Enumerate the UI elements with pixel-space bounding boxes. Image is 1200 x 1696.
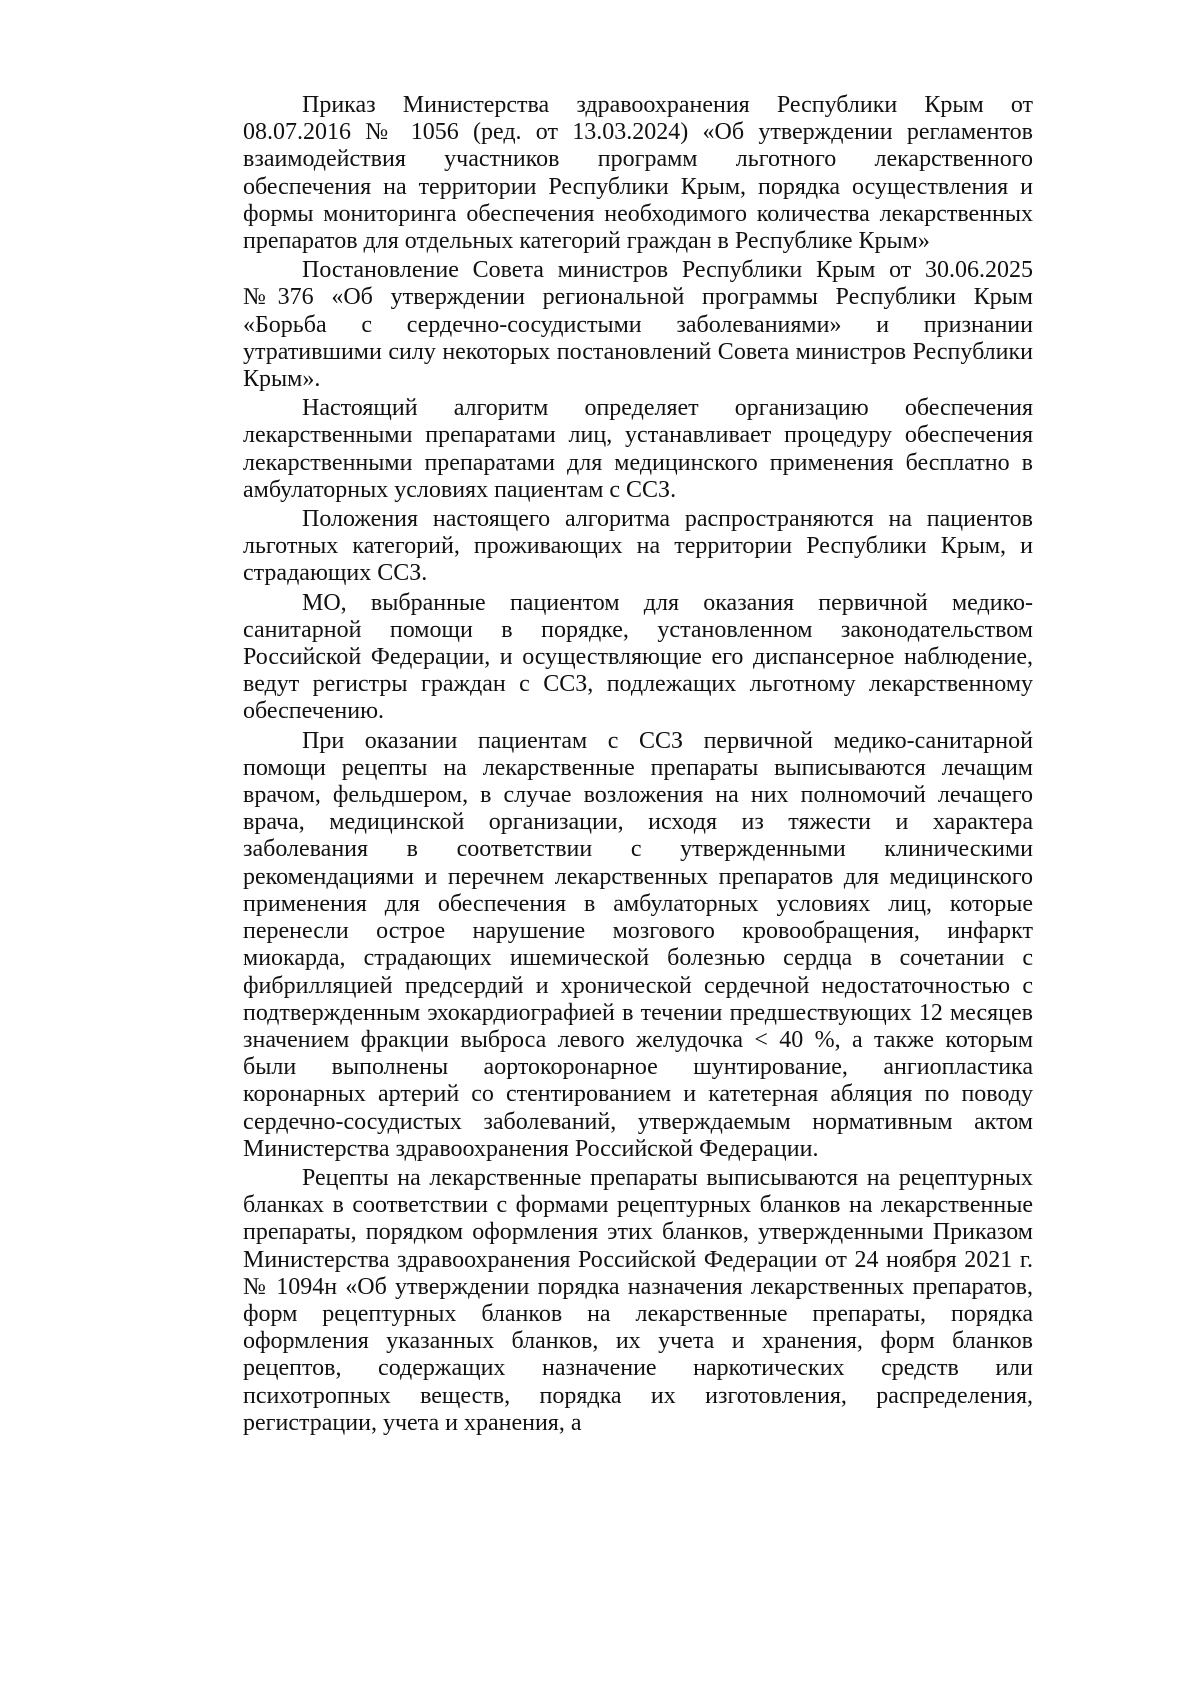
paragraph-prescriptions-issuing: При оказании пациентам с ССЗ первичной медико-санитарной помощи рецепты на лекарственные препараты выписываются лечащим врачом, фельдшером, в случае возложения на них полномочий лечащего врача, медицинской организации, исходя из тяжести и характера заболевания в соответствии с утвержденными клиническими рекомендациями и перечнем лекарственных препаратов для медицинского применения для обеспечения в амбулаторных условиях лиц, которые перенесли острое нарушение мозгового кровообращения, инфаркт миокарда, страдающих ишемической болезнью сердца в сочетании с фибрилляцией предсердий и хронической сердечной недостаточностью с подтвержденным эхокардиографией в течении предшествующих 12 месяцев значением фракции выброса левого желудочка < 40 %, а также которым были выполнены аортокоронарное шунтирование, ангиопластика коронарных артерий со стентированием и катетерная абляция по поводу сердечно-сосудистых заболеваний, утверждаемым нормативным актом Министерства здравоохранения Российской Федерации. [243,727,1033,1162]
paragraph-registries: МО, выбранные пациентом для оказания первичной медико-санитарной помощи в порядке, установленном законодательством Российской Федерации, и осуществляющие его диспансерное наблюдение, ведут регистры граждан с ССЗ, подлежащих льготному лекарственному обеспечению. [243,589,1033,725]
paragraph-order-1056: Приказ Министерства здравоохранения Республики Крым от 08.07.2016 № 1056 (ред. от 13.03.2024) «Об утверждении регламентов взаимодействия участников программ льготного лекарственного обеспечения на территории Республики Крым, порядка осуществления и формы мониторинга обеспечения необходимого количества лекарственных препаратов для отдельных категорий граждан в Республике Крым» [243,92,1033,255]
paragraph-prescription-forms: Рецепты на лекарственные препараты выписываются на рецептурных бланках в соответствии с формами рецептурных бланков на лекарственные препараты, порядком оформления этих бланков, утвержденными Приказом Министерства здравоохранения Российской Федерации от 24 ноября 2021 г. № 1094н «Об утверждении порядка назначения лекарственных препаратов, форм рецептурных бланков на лекарственные препараты, порядка оформления указанных бланков, их учета и хранения, форм бланков рецептов, содержащих назначение наркотических средств или психотропных веществ, порядка их изготовления, распределения, регистрации, учета и хранения, а [243,1164,1033,1436]
paragraph-applicability: Положения настоящего алгоритма распространяются на пациентов льготных категорий, проживающих на территории Республики Крым, и страдающих ССЗ. [243,506,1033,587]
paragraph-algorithm-scope: Настоящий алгоритм определяет организацию обеспечения лекарственными препаратами лиц, устанавливает процедуру обеспечения лекарственными препаратами для медицинского применения бесплатно в амбулаторных условиях пациентам с ССЗ. [243,395,1033,503]
paragraph-resolution-376: Постановление Совета министров Республики Крым от 30.06.2025 №376 «Об утверждении региональной программы Республики Крым «Борьба с сердечно-сосудистыми заболеваниями» и признании утратившими силу некоторых постановлений Совета министров Республики Крым». [243,257,1033,393]
document-body [243,92,1033,1439]
